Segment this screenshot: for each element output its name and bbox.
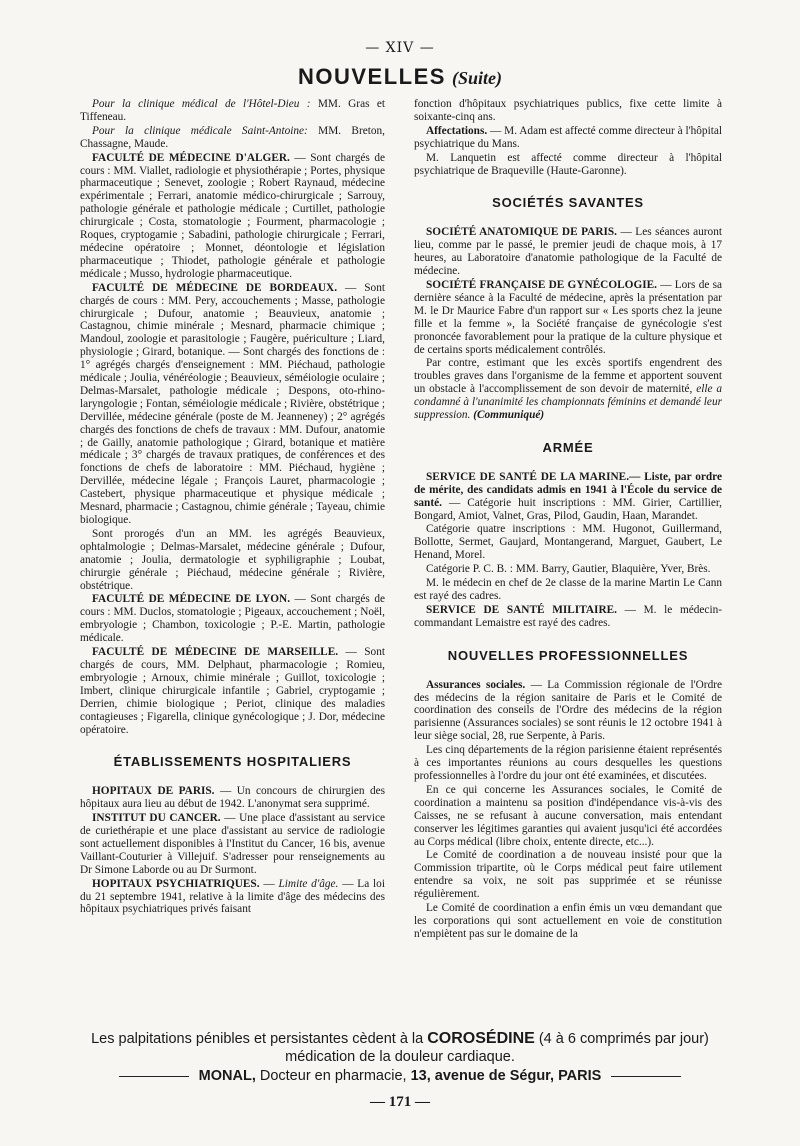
service-heading: SERVICE DE SANTÉ DE LA MARINE.— Liste, par ordre de mérite, des candidats admis en 1941 à l'École du service de santé. xyxy=(414,470,722,509)
society-heading: SOCIÉTÉ ANATOMIQUE DE PARIS. xyxy=(426,226,617,239)
left-column xyxy=(80,98,385,917)
paragraph-alger xyxy=(80,152,385,281)
faculty-heading: FACULTÉ DE MÉDECINE D'ALGER. xyxy=(92,151,290,164)
ad-text: Les palpitations pénibles et persistantes cèdent à la xyxy=(91,1031,428,1047)
society-heading: SOCIÉTÉ FRANÇAISE DE GYNÉCOLOGIE. xyxy=(426,278,657,291)
ad-rule-right xyxy=(611,1076,681,1077)
paragraph-hotel-dieu xyxy=(80,98,385,124)
paragraph-hopitaux-psychiatriques xyxy=(80,878,385,917)
paragraph-institut-cancer xyxy=(80,812,385,877)
item-subheading: Limite d'âge. xyxy=(278,877,339,890)
ad-dosage: (4 à 6 comprimés par jour) xyxy=(534,1031,709,1047)
paragraph-categorie-pcb: Catégorie P. C. B. : MM. Barry, Gautier, Blaquière, Yver, Brès. xyxy=(426,563,711,576)
section-heading-professionnelles: NOUVELLES PROFESSIONNELLES xyxy=(447,647,689,663)
paragraph-cinq-departements: Les cinq départements de la région parisienne étaient représentés à ces importantes réunions au cours desquelles les questions professionnelles à l'ordre du jour ont été examinées, et discutées. xyxy=(414,744,722,782)
society-text: — Lors de sa dernière séance à la Faculté de médecine, après la présentation par M. le Dr Maurice Fabre d'un rapport sur « Les sports chez la jeune fille et la femme », la Société française de gynécologie s'est prononcée favorablement pour la pratique de la culture physique et de certains sports médicalement contrôlés. xyxy=(414,278,723,356)
paragraph-categorie-quatre: Catégorie quatre inscriptions : MM. Hugonot, Guillermand, Bollotte, Sermet, Gaujard, Montangerand, Marguet, Gaubert, Le Henand, Morel. xyxy=(414,523,722,562)
paragraph-gynecologie xyxy=(414,279,722,356)
ad-line-3 xyxy=(40,1066,760,1086)
faculty-heading: FACULTÉ DE MÉDECINE DE MARSEILLE. xyxy=(92,646,339,659)
item-text: — M. Adam est affecté comme directeur à l'hôpital psychiatrique du Mans. xyxy=(414,124,722,150)
page-number: — 171 — xyxy=(370,1094,430,1110)
item-heading: INSTITUT DU CANCER. xyxy=(92,812,221,825)
paragraph-lanquetin: M. Lanquetin est affecté comme directeur à l'hôpital psychiatrique de Braqueville (Haute-Garonne). xyxy=(414,151,722,177)
item-heading: Affectations. xyxy=(426,124,488,137)
faculty-text: — Sont chargés de cours : MM. Duclos, stomatologie ; Pigeaux, accouchement ; Noël, embryologie ; Chambon, toxicologie ; P.-E. Martin, pathologie médicale. xyxy=(80,593,385,645)
paragraph-commission-tripartite: Le Comité de coordination a de nouveau insisté pour que la Commission tripartite, où le Corps médical peut faire utilement entendre sa voix, ne soit pas supprimée et se réunisse régulièrement. xyxy=(414,849,722,901)
paragraph-hopitaux-paris xyxy=(80,785,385,811)
item-heading: HOPITAUX PSYCHIATRIQUES. xyxy=(92,877,260,890)
conclusion-italic: elle a condamné à l'unanimité les championnats féminins et demandé leur suppression. xyxy=(414,383,722,422)
paragraph-service-marine xyxy=(414,471,722,523)
faculty-text: — Sont chargés de cours : MM. Pery, accouchements ; Masse, pathologie chirurgicale ; Dufour, anatomie ; Beauvieux, anatomie ; Castagnou, chimie minérale ; Mesnard, pharmacie chimique ; Mandoul, zoologie et parasitologie ; Faugère, puériculture ; Liard, physiologie ; Girard, botanique. — Sont chargés des fonctions de : 1° agrégés chargés d'enseignement : MM. Piéchaud, pathologie médicale ; Joulia, vénéréologie ; Beauvieux, séméiologie oculaire ; Delmas-Marsalet, pathologie médicale ; Despons, oto-rhino-laryngologie ; Fontan, séméiologie médicale ; Rivière, obstétrique ; Dervillée, médecine générale (poste de M. Jeanneney) ; 2° agrégés chargés des fonctions de chefs de travaux : MM. Dufour, anatomie ; de Gailly, anatomie pathologique ; Girard, botanique et matière médicale ; 3° chargés de travaux pratiques, de conférences et des fonctions de chefs de laboratoire : MM. Piéchaud, hygiène ; Dervillée, médecine légale ; François Lauret, pharmacologie ; Castebert, physique pharmaceutique et physique médicale ; Mesnard, pharmacie ; Castagnou, chimie générale ; Tayeau, chimie biologique. xyxy=(80,281,385,526)
paragraph-societe-anatomique xyxy=(414,226,722,278)
right-column xyxy=(414,98,722,942)
section-heading-societes: SOCIÉTÉS SAVANTES xyxy=(492,195,644,211)
item-text: — Une place d'assistant au service de curiethérapie et une place d'assistant au service de radiologie sont actuellement disponibles à l'Institut du Cancer, 16 bis, avenue Vaillant-Couturier à Villejuif. S'adresser pour renseignements au Dr Simone Laborde ou au Dr Surmont. xyxy=(80,812,385,876)
ad-pharmacist-name: MONAL, xyxy=(198,1068,256,1084)
ad-address: 13, avenue de Ségur, PARIS xyxy=(410,1068,602,1084)
paragraph-prorogation: Sont prorogés d'un an MM. les agrégés Beauvieux, ophtalmologie ; Delmas-Marsalet, médecine générale ; Dufour, anatomie ; Joulia, dermatologie et syphiligraphie ; Loubat, chirurgie générale ; Piéchaud, médecine générale ; Rivière, obstétrique. xyxy=(80,527,385,592)
society-text: — Les séances auront lieu, comme par le passé, le premier jeudi de chaque mois, à 17 heures, au Laboratoire d'anatomie pathologique de la Faculté de médecine. xyxy=(414,226,722,278)
paragraph-affectations xyxy=(414,125,722,151)
paragraph-bordeaux xyxy=(80,282,385,527)
paragraph-gynecologie-conclusion xyxy=(414,357,722,422)
item-dash: — xyxy=(259,877,279,890)
clinic-label: Pour la clinique médical de l'Hôtel-Dieu : xyxy=(92,98,311,110)
item-text: — La loi du 21 septembre 1941, relative à la limite d'âge des médecins des hôpitaux psychiatriques privés faisant xyxy=(80,877,385,916)
paragraph-lyon xyxy=(80,593,385,645)
page-title-suffix: (Suite) xyxy=(451,68,502,88)
service-text: — Catégorie huit inscriptions : MM. Girier, Cartillier, Bongard, Amiot, Valnet, Gras, Pilod, Gaudin, Haan, Marandet. xyxy=(414,496,722,522)
clinic-text: MM. Breton, Chassagne, Maude. xyxy=(80,124,385,150)
ad-rule-left xyxy=(119,1076,189,1077)
ad-brand-name: COROSÉDINE xyxy=(427,1030,535,1047)
section-heading-etablissements: ÉTABLISSEMENTS HOSPITALIERS xyxy=(113,754,352,770)
paragraph-service-militaire xyxy=(414,604,722,630)
paragraph-saint-antoine xyxy=(80,125,385,151)
communique-tag: (Communiqué) xyxy=(473,409,545,422)
ad-line-2: médication de la douleur cardiaque. xyxy=(285,1049,515,1065)
faculty-heading: FACULTÉ DE MÉDECINE DE LYON. xyxy=(92,593,291,606)
clinic-text: MM. Gras et Tiffeneau. xyxy=(80,98,385,123)
faculty-text: — Sont chargés de cours : MM. Viallet, radiologie et physiothérapie ; Portes, physique pharmaceutique ; Senevet, zoologie ; Robert Raynaud, médecine expérimentale ; Ferrari, anatomie médico-chirurgicale ; Sarrouy, pathologie générale et pathologie médicale ; Curtillet, pathologie chirurgicale ; Costa, stomatologie ; Fourment, pharmacologie ; Roques, cryptogamie ; Sabadini, pathologie chirurgicale ; Ferrari, médecine opératoire ; Monnet, déontologie et législation pharmaceutique ; Thiodet, pathologie générale et pathologie médicale ; Musso, hydrologie pharmaceutique. xyxy=(80,151,385,280)
paragraph-martin-le-cann: M. le médecin en chef de 2e classe de la marine Martin Le Cann est rayé des cadres. xyxy=(414,577,722,602)
service-heading: SERVICE DE SANTÉ MILITAIRE. xyxy=(426,603,617,616)
item-text: — La Commission régionale de l'Ordre des médecins de la région sanitaire de Paris et le Comité de coordination des conseils de l'Ordre des médecins de la région parisienne (Assurances sociales) se sont réunis le 12 octobre 1941 à leur siège social, 28, rue Serpente, à Paris. xyxy=(414,678,722,743)
paragraph-en-ce-qui-concerne: En ce qui concerne les Assurances sociales, le Comité de coordination a maintenu sa position d'indépendance vis-à-vis des Caisses, ne se refusant à aucune conversation, mais entendant conserver les légitimes garanties qui avaient jusqu'ici été accordées au Corps médical (libre choix, entente directe, etc...). xyxy=(414,783,722,848)
faculty-text: — Sont chargés de cours, MM. Delphaut, pharmacologie ; Romieu, embryologie ; Arnoux, chimie minérale ; Guillot, toxicologie ; Imbert, clinique chirurgicale infantile ; Gabriel, cryptogamie ; Derrien, chimie biologique ; Periot, clinique des maladies contagieuses ; Figarella, clinique gynécologique ; J. Dor, médecine opératoire. xyxy=(80,646,385,736)
paragraph-marseille xyxy=(80,646,385,736)
page-title-main: NOUVELLES xyxy=(298,64,446,89)
ad-line-1 xyxy=(40,1030,760,1048)
page-title xyxy=(0,64,800,90)
page-header-roman: — XIV — xyxy=(365,40,435,56)
faculty-heading: FACULTÉ DE MÉDECINE DE BORDEAUX. xyxy=(92,281,338,294)
paragraph-voeu: Le Comité de coordination a enfin émis un vœu demandant que les corporations qui sont actuellement en voie de constitution n'empiètent pas sur le domaine de la xyxy=(414,902,722,940)
item-text: — Un concours de chirurgien des hôpitaux aura lieu au début de 1942. L'anonymat sera supprimé. xyxy=(80,785,385,811)
ad-pharmacist-title: Docteur en pharmacie, xyxy=(255,1068,411,1084)
item-heading: Assurances sociales. xyxy=(426,678,526,691)
conclusion-text: Par contre, estimant que les excès sportifs engendrent des troubles graves dans l'organisme de la femme et apportent souvent un obstacle à l'accomplissement de son devoir de maternité, xyxy=(414,357,722,396)
advertisement xyxy=(40,1030,760,1086)
paragraph-continuation: fonction d'hôpitaux psychiatriques publics, fixe cette limite à soixante-cinq ans. xyxy=(414,98,722,123)
section-heading-armee: ARMÉE xyxy=(542,439,594,455)
service-text: — M. le médecin-commandant Lemaistre est rayé des cadres. xyxy=(414,603,722,629)
paragraph-assurances-sociales xyxy=(414,679,722,744)
item-heading: HOPITAUX DE PARIS. xyxy=(92,785,215,798)
clinic-label: Pour la clinique médicale Saint-Antoine: xyxy=(92,124,308,137)
ad-pharmacist xyxy=(199,1066,602,1086)
